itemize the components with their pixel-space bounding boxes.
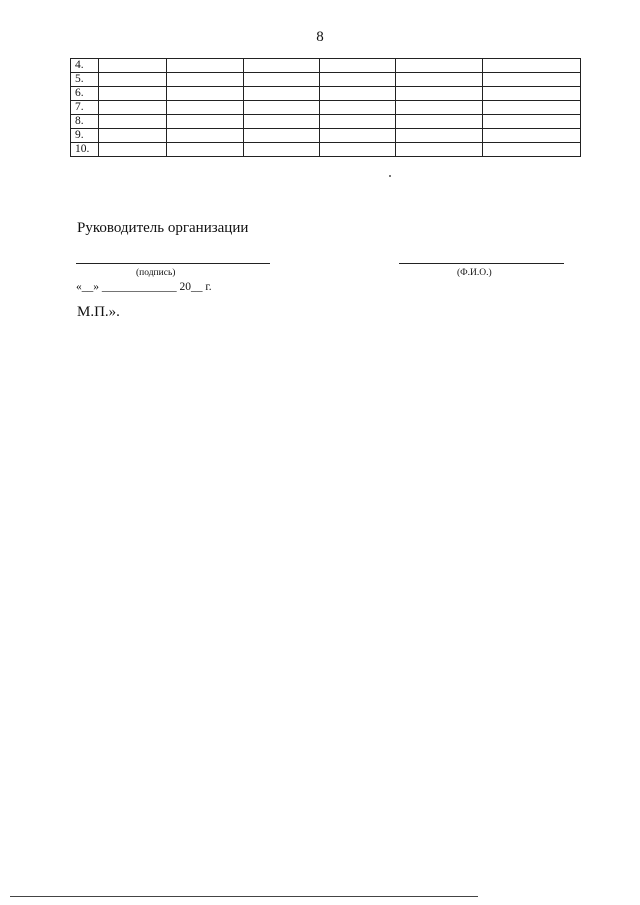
table-cell: [483, 129, 581, 143]
table-cell: [320, 101, 396, 115]
table-cell: [244, 101, 320, 115]
table-cell: [396, 87, 483, 101]
table-cell: [483, 73, 581, 87]
table-row: [71, 143, 581, 157]
table-cell: [483, 115, 581, 129]
table-cell: [396, 115, 483, 129]
table-cell: [396, 101, 483, 115]
table-cell: [320, 87, 396, 101]
table-row: [71, 129, 581, 143]
signature-caption: (подпись): [136, 268, 176, 278]
stamp-mark: М.П.».: [77, 304, 120, 320]
row-number: 10.: [71, 143, 99, 157]
table-cell: [483, 101, 581, 115]
table-cell: [244, 59, 320, 73]
table-row: [71, 115, 581, 129]
table-cell: [396, 59, 483, 73]
table-cell: [244, 143, 320, 157]
signature-line: [76, 263, 270, 264]
table-row: [71, 87, 581, 101]
table-cell: [99, 129, 167, 143]
table-row: [71, 101, 581, 115]
name-caption: (Ф.И.О.): [457, 268, 492, 278]
row-number: 5.: [71, 73, 99, 87]
table-cell: [167, 73, 244, 87]
table-cell: [99, 59, 167, 73]
name-line: [399, 263, 564, 264]
row-number: 6.: [71, 87, 99, 101]
table-cell: [99, 101, 167, 115]
table-cell: [167, 59, 244, 73]
row-number: 4.: [71, 59, 99, 73]
table-cell: [167, 115, 244, 129]
table-cell: [99, 87, 167, 101]
row-number: 9.: [71, 129, 99, 143]
table-cell: [99, 73, 167, 87]
table-cell: [167, 129, 244, 143]
table-cell: [244, 73, 320, 87]
bottom-rule: [10, 896, 478, 897]
table-cell: [167, 143, 244, 157]
table-cell: [320, 143, 396, 157]
date-field: «__» _____________ 20__ г.: [76, 281, 212, 293]
row-number: 8.: [71, 115, 99, 129]
table-cell: [320, 129, 396, 143]
table-row: [71, 59, 581, 73]
table-cell: [167, 87, 244, 101]
table-cell: [167, 101, 244, 115]
table-cell: [244, 115, 320, 129]
scan-speck: [389, 175, 391, 177]
table-cell: [483, 59, 581, 73]
table-cell: [320, 115, 396, 129]
row-number: 7.: [71, 101, 99, 115]
table-cell: [244, 129, 320, 143]
table-cell: [320, 73, 396, 87]
data-table: [70, 58, 581, 157]
table-row: [71, 73, 581, 87]
page-number: 8: [316, 29, 324, 45]
table-cell: [320, 59, 396, 73]
table-cell: [483, 87, 581, 101]
table-cell: [483, 143, 581, 157]
table-cell: [99, 143, 167, 157]
table-cell: [99, 115, 167, 129]
table-cell: [396, 73, 483, 87]
table-cell: [244, 87, 320, 101]
head-of-organization-label: Руководитель организации: [77, 220, 249, 236]
table-cell: [396, 143, 483, 157]
table-cell: [396, 129, 483, 143]
